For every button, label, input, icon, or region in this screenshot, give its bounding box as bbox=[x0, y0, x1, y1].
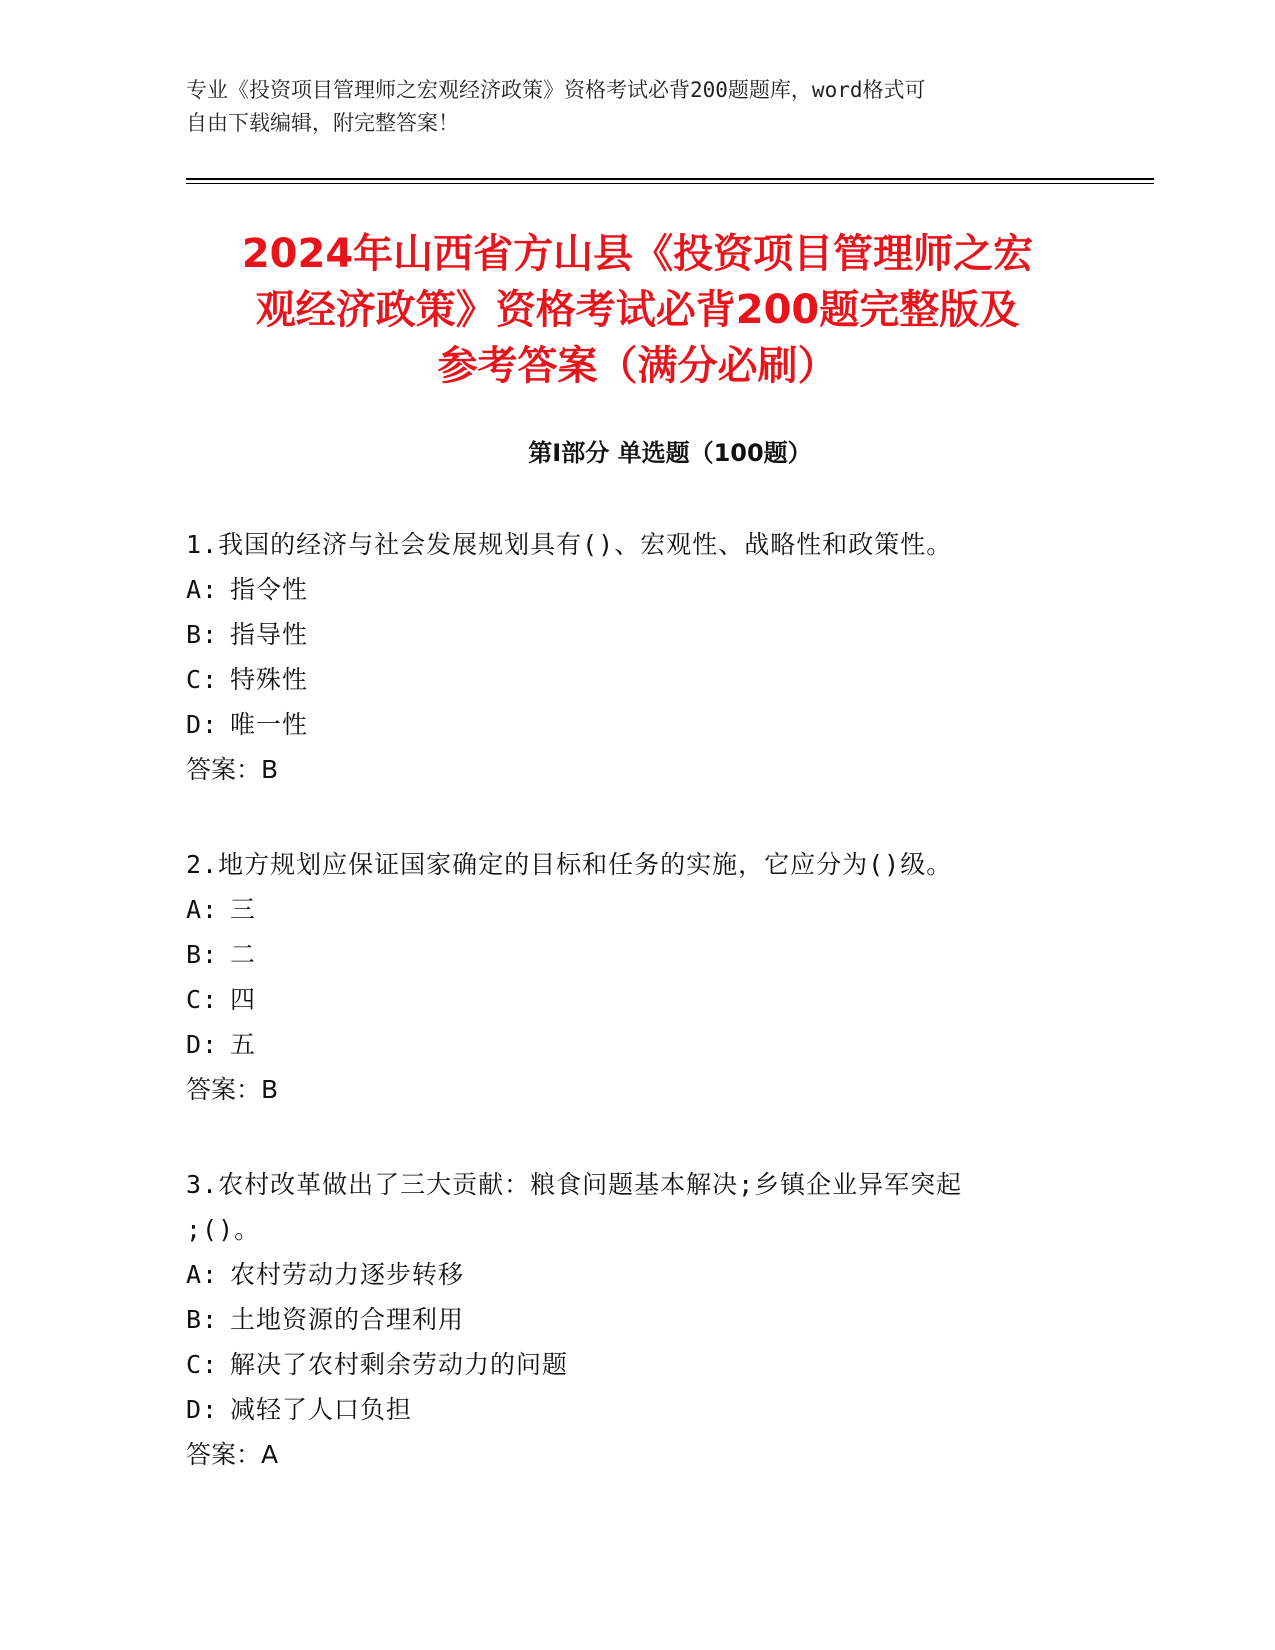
option-letter: B: bbox=[186, 620, 219, 649]
option-a bbox=[186, 567, 1086, 612]
option-c bbox=[186, 657, 1086, 702]
option-d bbox=[186, 702, 1086, 747]
option-text: 唯一性 bbox=[230, 710, 309, 739]
question-stem-line-1: 3.农村改革做出了三大贡献：粮食问题基本解决;乡镇企业异军突起 bbox=[186, 1170, 963, 1199]
option-text: 三 bbox=[230, 895, 257, 924]
option-text: 指导性 bbox=[230, 620, 309, 649]
document-title bbox=[140, 226, 1135, 394]
title-line-3: 参考答案（满分必刷） bbox=[437, 343, 838, 389]
header-note-line-2: 自由下载编辑，附完整答案！ bbox=[186, 111, 459, 135]
option-letter: C: bbox=[186, 1350, 219, 1379]
question-stem: 2.地方规划应保证国家确定的目标和任务的实施，它应分为()级。 bbox=[186, 850, 953, 879]
question-stem-line-2: ;()。 bbox=[186, 1215, 261, 1244]
option-letter: C: bbox=[186, 985, 219, 1014]
title-line-1: 2024年山西省方山县《投资项目管理师之宏 bbox=[241, 231, 1034, 277]
option-letter: D: bbox=[186, 1395, 219, 1424]
option-text: 减轻了人口负担 bbox=[230, 1395, 413, 1424]
option-text: 五 bbox=[230, 1030, 257, 1059]
option-letter: B: bbox=[186, 940, 219, 969]
option-b bbox=[186, 612, 1086, 657]
section-heading: 第Ⅰ部分 单选题（100题） bbox=[528, 439, 812, 467]
option-text: 农村劳动力逐步转移 bbox=[230, 1260, 465, 1289]
header-divider-thin bbox=[186, 183, 1154, 184]
header-divider-thick bbox=[186, 178, 1154, 180]
header-note-line-1: 专业《投资项目管理师之宏观经济政策》资格考试必背200题题库，word格式可 bbox=[186, 78, 926, 102]
option-letter: B: bbox=[186, 1305, 219, 1334]
question-stem: 1.我国的经济与社会发展规划具有()、宏观性、战略性和政策性。 bbox=[186, 530, 953, 559]
option-text: 土地资源的合理利用 bbox=[230, 1305, 465, 1334]
question-2 bbox=[186, 842, 1086, 1113]
option-a bbox=[186, 887, 1086, 932]
question-1 bbox=[186, 522, 1086, 793]
answer-line: 答案：A bbox=[186, 1440, 279, 1469]
option-letter: A: bbox=[186, 575, 219, 604]
question-3 bbox=[186, 1162, 1086, 1478]
option-letter: D: bbox=[186, 1030, 219, 1059]
option-c bbox=[186, 977, 1086, 1022]
option-letter: D: bbox=[186, 710, 219, 739]
option-letter: C: bbox=[186, 665, 219, 694]
option-text: 指令性 bbox=[230, 575, 309, 604]
option-text: 特殊性 bbox=[230, 665, 309, 694]
option-letter: A: bbox=[186, 895, 219, 924]
option-d bbox=[186, 1022, 1086, 1067]
option-d bbox=[186, 1387, 1086, 1432]
header-note bbox=[186, 74, 1066, 140]
option-text: 四 bbox=[230, 985, 257, 1014]
answer-line: 答案：B bbox=[186, 755, 279, 784]
option-b bbox=[186, 932, 1086, 977]
option-text: 解决了农村剩余劳动力的问题 bbox=[230, 1350, 569, 1379]
option-letter: A: bbox=[186, 1260, 219, 1289]
option-c bbox=[186, 1342, 1086, 1387]
title-line-2: 观经济政策》资格考试必背200题完整版及 bbox=[255, 287, 1020, 333]
option-b bbox=[186, 1297, 1086, 1342]
option-a bbox=[186, 1252, 1086, 1297]
option-text: 二 bbox=[230, 940, 257, 969]
answer-line: 答案：B bbox=[186, 1075, 279, 1104]
